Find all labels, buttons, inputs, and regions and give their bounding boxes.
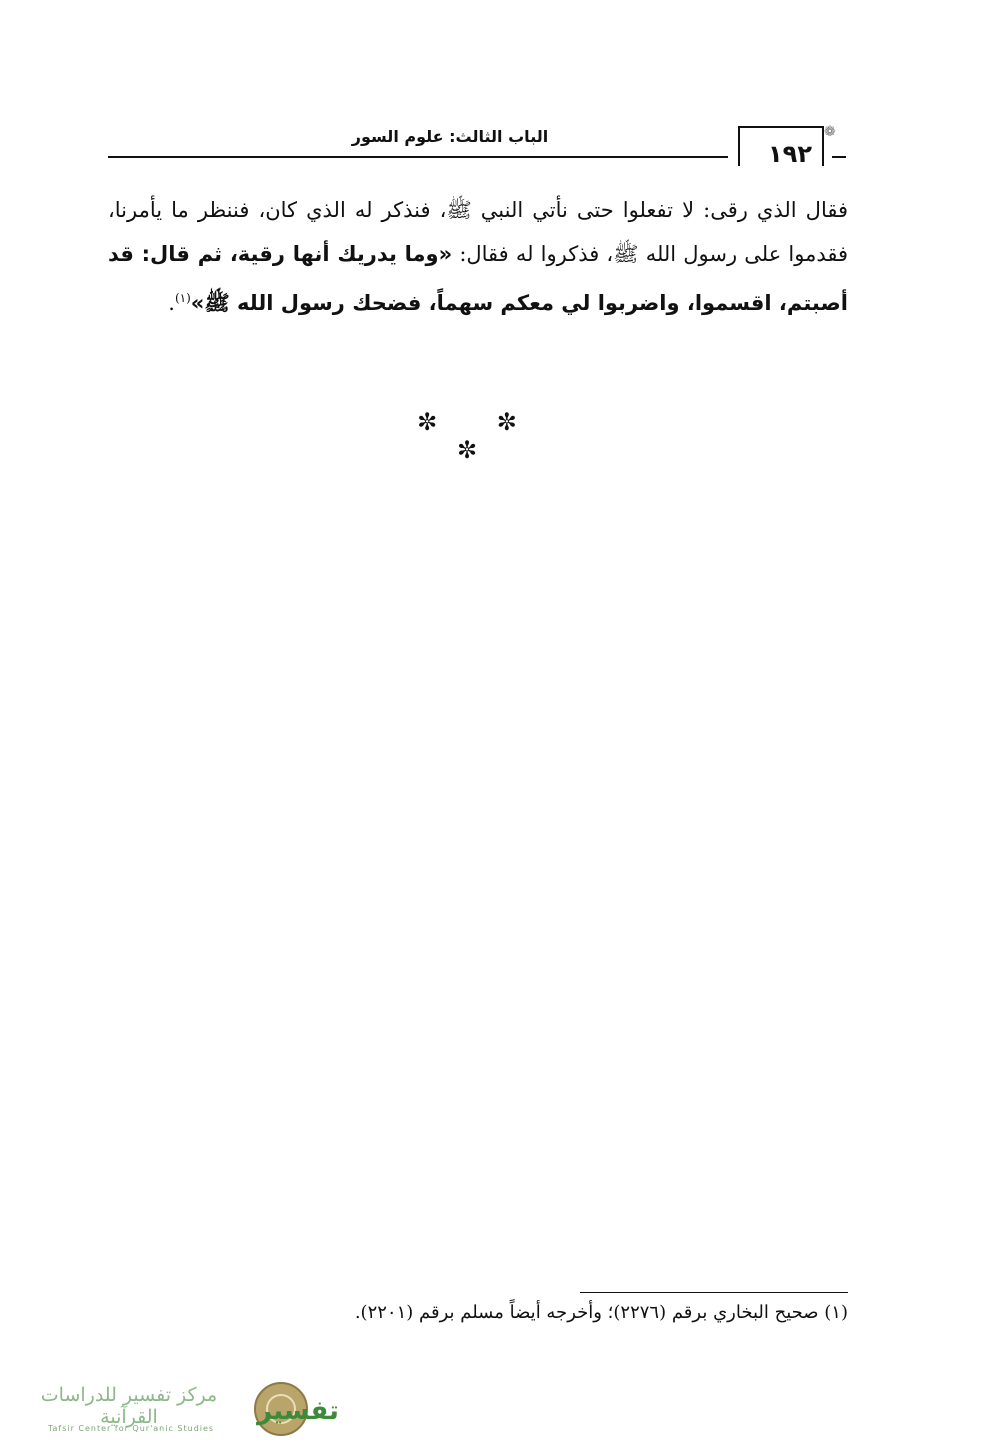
bold-quote: «وما يدريك أنها رقية، ثم قال: قد أصبتم، اقسموا، واضربوا لي معكم سهماً، فضحك رسول الله ﷺ» — [108, 242, 848, 315]
logo-org-name-en: Tafsir Center for Qur'anic Studies — [47, 1424, 215, 1433]
logo-org-name: مركز تفسير للدراسات القرآنية — [40, 1384, 218, 1428]
body-ending: . — [168, 291, 175, 315]
header-rule — [108, 156, 728, 158]
logo-mark: تفسير — [257, 1396, 339, 1426]
footnote-rule — [580, 1292, 848, 1293]
body-paragraph — [108, 188, 848, 325]
body-text-part: فقال الذي رقى: لا تفعلوا حتى نأتي النبي ﷺ، فنذكر له الذي كان، فننظر ما يأمرنا، فقدموا على رسول الله ﷺ، فذكروا له فقال: — [108, 198, 849, 266]
page-number: ١٩٢ — [768, 140, 812, 168]
publisher-logo — [10, 1378, 340, 1444]
footnote-ref: (١) — [174, 291, 191, 305]
footnote: (١) صحيح البخاري برقم (٢٢٧٦)؛ وأخرجه أيضاً مسلم برقم (٢٢٠١). — [354, 1302, 848, 1323]
header-tick — [832, 156, 846, 158]
bold-quote-text: وما يدريك أنها رقية، ثم قال: قد أصبتم، اقسموا، واضربوا لي معكم سهماً، فضحك رسول الله ﷺ — [108, 242, 848, 315]
ornament-icon: ❁ — [824, 124, 836, 140]
section-separator: ✼ ✼ ✼ — [417, 408, 543, 464]
running-title: الباب الثالث: علوم السور — [351, 127, 549, 146]
